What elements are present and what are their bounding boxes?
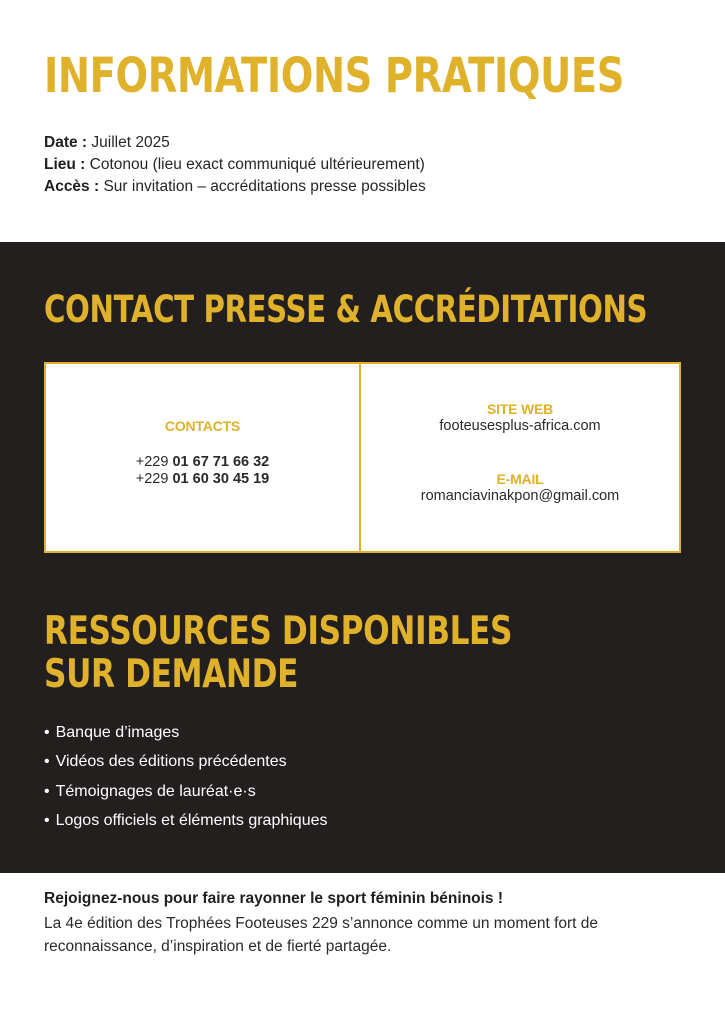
closing-text: La 4e édition des Trophées Footeuses 229 s’annonce comme un moment fort de reconnaissance, d’inspiration et de fierté partagée. [44,915,599,955]
list-item: • Logos officiels et éléments graphiques [44,806,327,835]
access-row [44,176,426,198]
list-item: • Vidéos des éditions précédentes [44,747,327,776]
email-link[interactable]: romanciavinakpon@gmail.com [420,488,620,504]
phone-digits: 01 67 71 66 32 [172,454,270,470]
resources-title-line1: RESSOURCES DISPONIBLES [44,609,513,654]
location-value: Cotonou (lieu exact communiqué ultérieurement) [89,156,425,173]
list-item: • Banque d’images [44,718,327,747]
email-label: E-MAIL [496,471,544,487]
website-label: SITE WEB [486,401,554,417]
resources-title-line2: SUR DEMANDE [44,652,299,697]
location-row [44,154,426,176]
resources-title [44,610,512,696]
phone-prefix: +229 [135,454,169,470]
phone-number[interactable] [46,471,359,488]
practical-info-section [0,0,725,242]
access-value: Sur invitation – accréditations presse possibles [103,178,426,195]
website-link[interactable]: footeusesplus-africa.com [439,418,601,434]
closing-section [0,873,725,1024]
practical-info-details [44,132,426,198]
phone-list [46,454,359,488]
location-label: Lieu : [44,156,86,173]
contacts-label: CONTACTS [164,418,241,434]
date-value: Juillet 2025 [91,134,170,151]
phone-digits: 01 60 30 45 19 [172,471,270,487]
phone-prefix: +229 [135,471,169,487]
phone-number[interactable] [46,454,359,471]
closing-headline: Rejoignez-nous pour faire rayonner le sport féminin béninois ! [44,890,504,907]
list-item: • Témoignages de lauréat·e·s [44,777,327,806]
contacts-panel [46,364,361,551]
press-section [0,242,725,873]
date-row [44,132,426,154]
access-label: Accès : [44,178,100,195]
practical-info-title: INFORMATIONS PRATIQUES [44,48,624,104]
press-contact-title: CONTACT PRESSE & ACCRÉDITATIONS [44,288,648,331]
resources-list [44,718,327,835]
web-email-panel [361,364,679,551]
date-label: Date : [44,134,88,151]
contact-card [44,362,681,553]
